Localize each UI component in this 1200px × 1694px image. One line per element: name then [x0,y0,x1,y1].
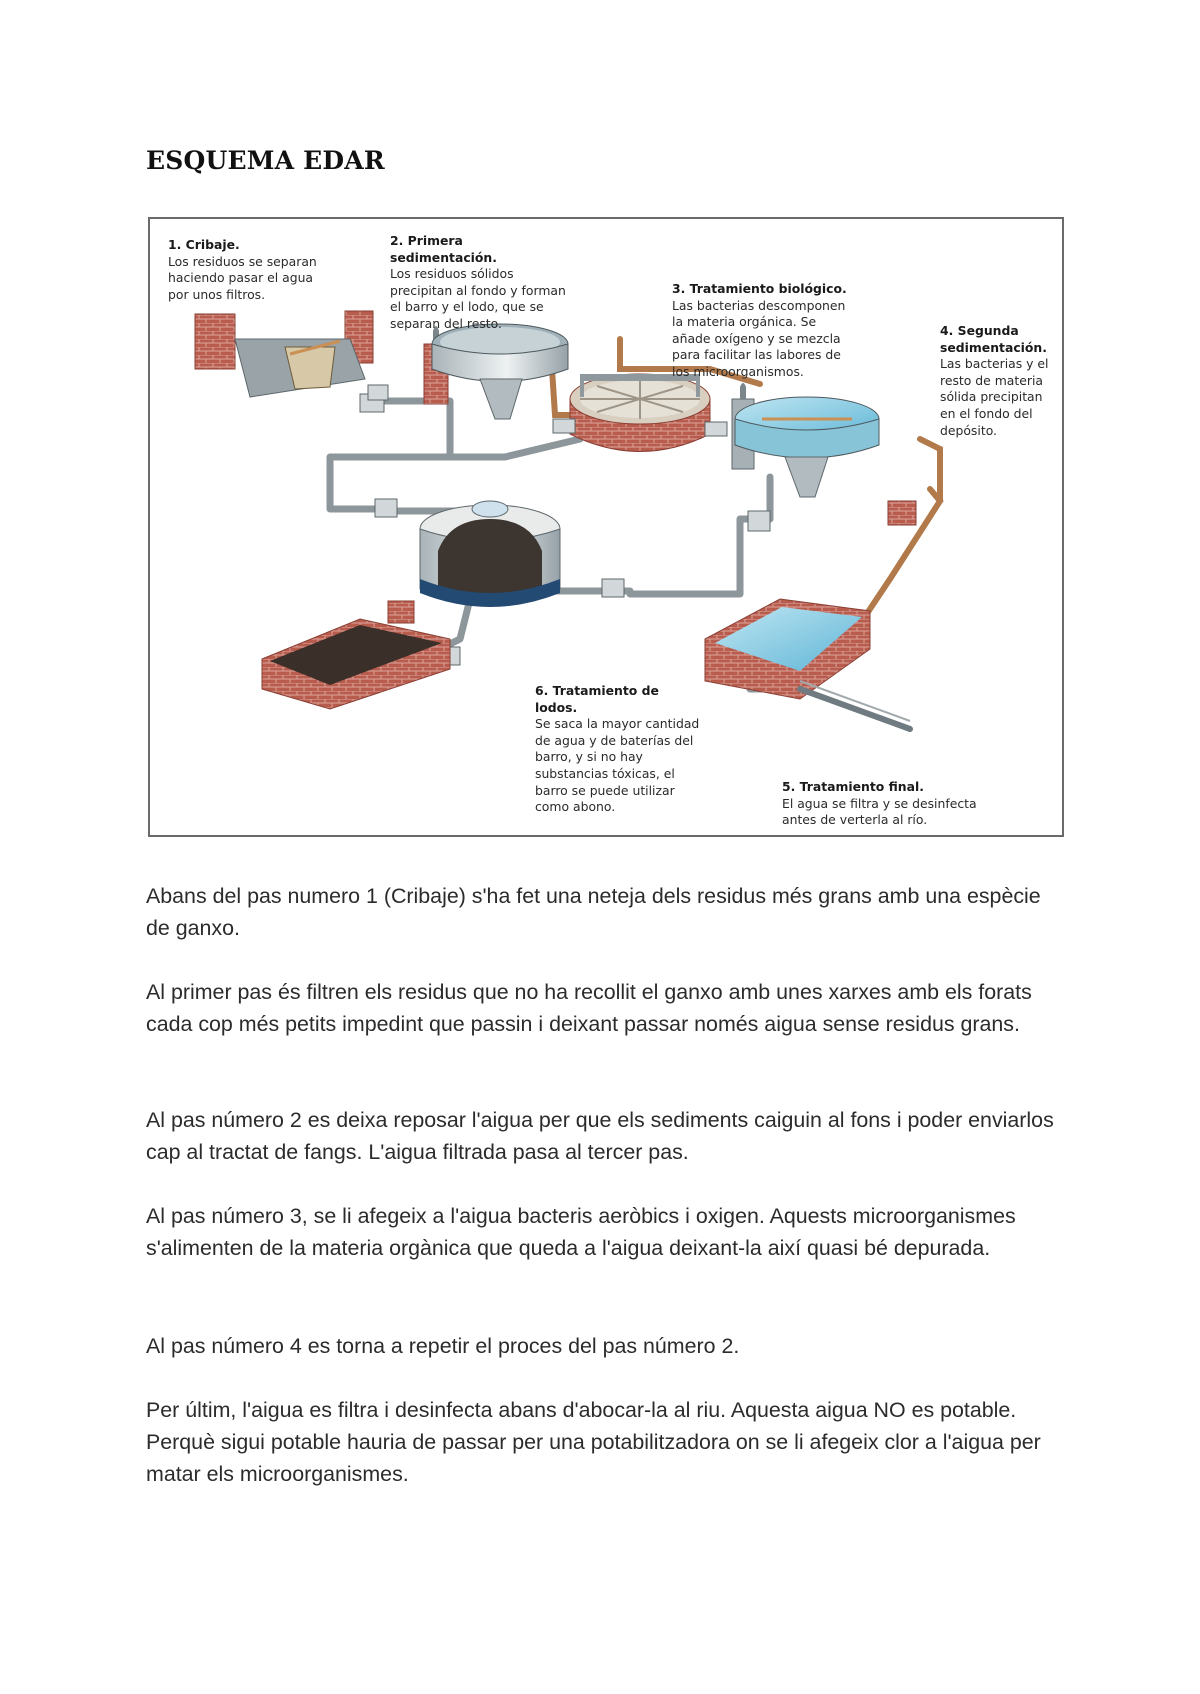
primary-sedimentation-tank [368,324,568,419]
label-tratamiento-biologico-text: Las bacterias descomponen la materia orgánica. Se añade oxígeno y se mezcla para facilitar las labores de los microorganismos. [672,297,846,379]
paragraph-4: Al pas número 3, se li afegeix a l'aigua bacteris aeròbics i oxigen. Aquests microorganismes s'alimenten de la materia orgànica que queda a l'aigua deixant-la així quasi bé depurada. [146,1204,1016,1260]
label-segunda-sedimentacion [940,323,1055,439]
label-tratamiento-biologico-heading: 3. Tratamiento biológico. [672,281,847,296]
paragraph-2: Al primer pas és filtren els residus que no ha recollit el ganxo amb unes xarxes amb els forats cada cop més petits impedint que passin i deixant passar només aigua sense residus grans. [146,980,1032,1036]
label-tratamiento-final-heading: 5. Tratamiento final. [782,779,924,794]
label-cribaje [168,237,328,303]
label-tratamiento-biologico [672,281,852,381]
cribaje-unit [195,311,384,412]
label-primera-sedimentacion-text: Los residuos sólidos precipitan al fondo y forman el barro y el lodo, que se separan del resto. [390,266,566,331]
edar-diagram [148,217,1064,837]
label-tratamiento-lodos-heading: 6. Tratamiento de lodos. [535,683,659,715]
label-segunda-sedimentacion-text: Las bacterias y el resto de materia sólida precipitan en el fondo del depósito. [940,356,1049,438]
final-treatment-pool [705,599,910,729]
label-primera-sedimentacion [390,233,570,333]
label-tratamiento-lodos-text: Se saca la mayor cantidad de agua y de baterías del barro, y si no hay substancias tóxicas, el barro se puede utilizar como abono. [535,716,700,815]
document-title: ESQUEMA EDAR [146,146,385,175]
secondary-sedimentation-tank [732,383,916,531]
label-cribaje-text: Los residuos se separan haciendo pasar el agua por unos filtros. [168,253,317,302]
paragraph-1: Abans del pas numero 1 (Cribaje) s'ha fet una neteja dels residus més grans amb una espècie de ganxo. [146,884,1041,940]
label-tratamiento-lodos [535,683,705,816]
label-segunda-sedimentacion-heading: 4. Segunda sedimentación. [940,323,1047,355]
label-tratamiento-final-text: El agua se filtra y se desinfecta antes de verterla al río. [782,795,977,828]
label-cribaje-heading: 1. Cribaje. [168,237,240,252]
label-primera-sedimentacion-heading: 2. Primera sedimentación. [390,233,497,265]
sludge-drying-bed [262,619,450,709]
paragraph-6: Per últim, l'aigua es filtra i desinfecta abans d'abocar-la al riu. Aquesta aigua NO es potable. Perquè sigui potable hauria de passar per una potabilitzadora on se li afegeix clor a l'aigua per matar els microorganismes. [146,1398,1041,1486]
paragraph-5: Al pas número 4 es torna a repetir el proces del pas número 2. [146,1334,740,1358]
paragraph-3: Al pas número 2 es deixa reposar l'aigua per que els sediments caiguin al fons i poder enviarlos cap al tractat de fangs. L'aigua filtrada pasa al tercer pas. [146,1108,1054,1164]
label-tratamiento-final [782,779,997,829]
